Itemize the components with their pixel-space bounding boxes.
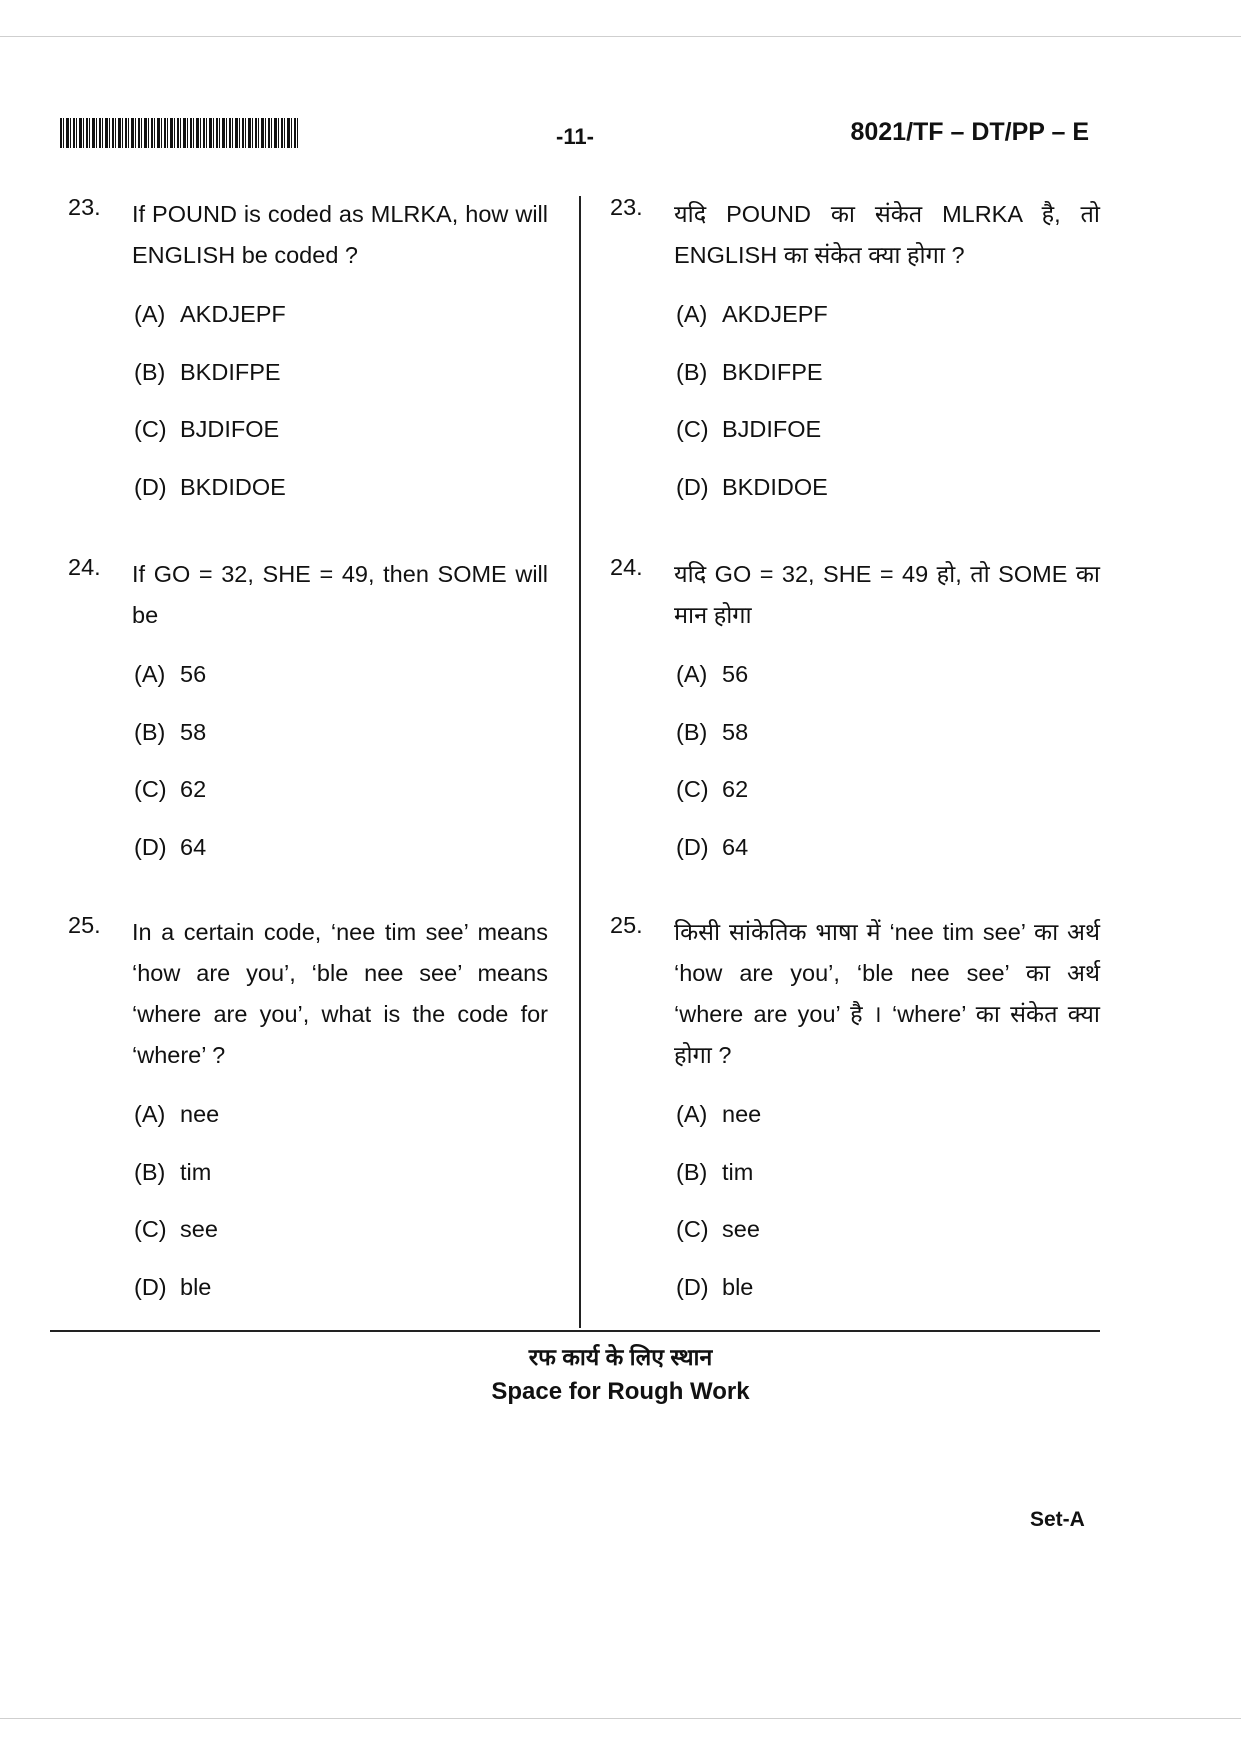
option-text: see	[180, 1216, 218, 1243]
rough-work-title-english: Space for Rough Work	[491, 1378, 750, 1405]
option-text: tim	[180, 1158, 212, 1185]
option-label: (D)	[134, 473, 167, 500]
option-label: (B)	[676, 1158, 708, 1185]
option-a	[676, 286, 1100, 344]
option-text: tim	[722, 1158, 754, 1185]
question-number: 24.	[68, 554, 101, 580]
option-text: see	[722, 1216, 760, 1243]
option-label: (D)	[134, 833, 167, 860]
option-d	[676, 1259, 1100, 1317]
option-c	[676, 761, 1100, 819]
option-d	[134, 819, 548, 877]
question-23-hindi	[610, 194, 1100, 516]
options-list	[134, 286, 548, 516]
option-label: (B)	[676, 358, 708, 385]
option-d	[676, 459, 1100, 517]
option-label: (D)	[134, 1273, 167, 1300]
option-label: (C)	[676, 416, 709, 443]
option-label: (C)	[676, 1216, 709, 1243]
question-number: 24.	[610, 554, 643, 580]
options-list	[134, 1086, 548, 1316]
option-text: AKDJEPF	[722, 301, 828, 328]
scan-artifact-line	[0, 36, 1241, 37]
option-text: 58	[180, 718, 207, 745]
option-text: 62	[180, 776, 207, 803]
option-c	[134, 761, 548, 819]
option-text: AKDJEPF	[180, 301, 286, 328]
option-c	[676, 1201, 1100, 1259]
option-label: (D)	[676, 833, 709, 860]
question-number: 23.	[68, 194, 101, 220]
question-number: 25.	[68, 912, 101, 938]
option-label: (D)	[676, 1273, 709, 1300]
option-text: 64	[722, 833, 749, 860]
options-list	[676, 286, 1100, 516]
rough-work-title-hindi: रफ कार्य के लिए स्थान	[528, 1344, 713, 1370]
option-c	[134, 1201, 548, 1259]
option-a	[676, 646, 1100, 704]
option-b	[134, 704, 548, 762]
option-text: ble	[180, 1273, 212, 1300]
option-text: BKDIDOE	[180, 473, 286, 500]
question-number: 23.	[610, 194, 643, 220]
option-label: (D)	[676, 473, 709, 500]
option-label: (B)	[134, 718, 166, 745]
option-text: BJDIFOE	[180, 416, 280, 443]
column-divider	[579, 196, 581, 1328]
question-text: यदि POUND का संकेत MLRKA है, तो ENGLISH का संकेत क्या होगा ?	[674, 201, 1100, 268]
question-text: किसी सांकेतिक भाषा में ‘nee tim see’ का अर्थ ‘how are you’, ‘ble nee see’ का अर्थ ‘where are you’ है । ‘where’ का संकेत क्या होगा ?	[674, 919, 1100, 1068]
question-23-english	[68, 194, 548, 516]
option-text: 56	[180, 661, 207, 688]
question-text: यदि GO = 32, SHE = 49 हो, तो SOME का मान होगा	[674, 561, 1100, 628]
question-text: If POUND is coded as MLRKA, how will ENGLISH be coded ?	[132, 201, 548, 268]
scan-artifact-line	[0, 1718, 1241, 1719]
option-label: (C)	[134, 1216, 167, 1243]
option-text: nee	[722, 1101, 762, 1128]
option-b	[134, 1144, 548, 1202]
option-text: BKDIFPE	[722, 358, 823, 385]
options-list	[134, 646, 548, 876]
question-24-hindi	[610, 554, 1100, 876]
question-number: 25.	[610, 912, 643, 938]
options-list	[676, 1086, 1100, 1316]
option-label: (B)	[134, 358, 166, 385]
set-label: Set-A	[1030, 1508, 1085, 1531]
option-b	[676, 1144, 1100, 1202]
options-list	[676, 646, 1100, 876]
question-text: In a certain code, ‘nee tim see’ means ‘how are you’, ‘ble nee see’ means ‘where are you’, what is the code for ‘where’ ?	[132, 919, 548, 1068]
option-b	[676, 704, 1100, 762]
option-label: (C)	[134, 416, 167, 443]
option-c	[134, 401, 548, 459]
option-text: BJDIFOE	[722, 416, 822, 443]
option-a	[134, 646, 548, 704]
option-text: ble	[722, 1273, 754, 1300]
question-25-hindi	[610, 912, 1100, 1316]
option-label: (A)	[134, 301, 166, 328]
option-a	[134, 1086, 548, 1144]
option-d	[676, 819, 1100, 877]
option-a	[134, 286, 548, 344]
option-b	[676, 344, 1100, 402]
option-label: (C)	[134, 776, 167, 803]
option-label: (A)	[676, 1101, 708, 1128]
option-d	[134, 459, 548, 517]
option-label: (A)	[134, 661, 166, 688]
option-text: 56	[722, 661, 749, 688]
option-label: (A)	[676, 301, 708, 328]
option-d	[134, 1259, 548, 1317]
option-label: (C)	[676, 776, 709, 803]
option-label: (A)	[134, 1101, 166, 1128]
question-25-english	[68, 912, 548, 1316]
option-label: (B)	[676, 718, 708, 745]
option-text: 62	[722, 776, 749, 803]
question-text: If GO = 32, SHE = 49, then SOME will be	[132, 561, 548, 628]
option-label: (A)	[676, 661, 708, 688]
barcode	[60, 118, 300, 148]
option-text: 58	[722, 718, 749, 745]
option-text: BKDIFPE	[180, 358, 281, 385]
option-c	[676, 401, 1100, 459]
option-b	[134, 344, 548, 402]
option-text: BKDIDOE	[722, 473, 828, 500]
option-label: (B)	[134, 1158, 166, 1185]
footer-rule	[50, 1330, 1100, 1332]
option-a	[676, 1086, 1100, 1144]
paper-code: 8021/TF – DT/PP – E	[850, 118, 1089, 146]
page-number: -11-	[556, 124, 594, 149]
option-text: nee	[180, 1101, 220, 1128]
question-24-english	[68, 554, 548, 876]
option-text: 64	[180, 833, 207, 860]
